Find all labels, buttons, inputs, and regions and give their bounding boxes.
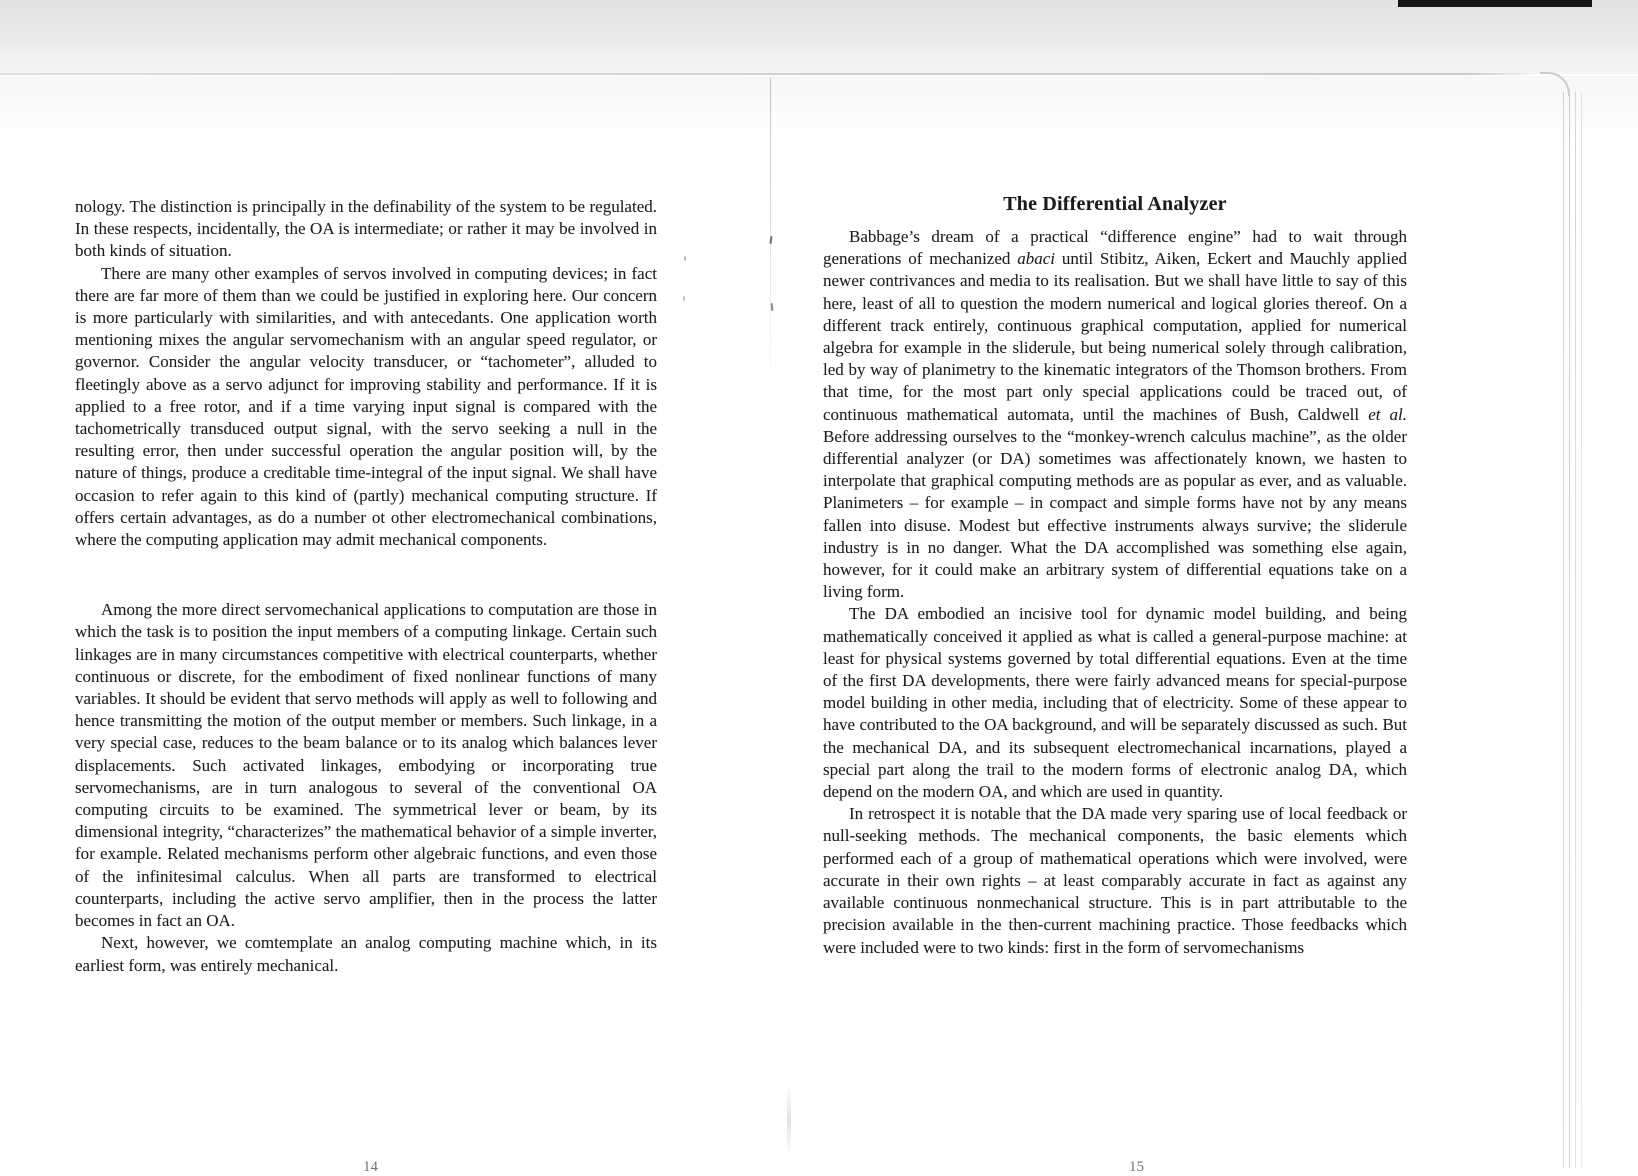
text-segment: until Stibitz, Aiken, Eckert and Mauchly applied newer contrivances and media to its realisation. But we shall have little to say of this here, least of all to question the modern numerical and logical glories thereof. On a different track entirely, continuous graphical computation, applied for numerical algebra for example in the sliderule, but being numerical solely through calibration, led by way of planimetry to the kinematic integrators of the Thomson brothers. From that time, for the most part only special applications could be traced out, of continuous mathematical automata, until the machines of Bush, Caldwell: [823, 249, 1408, 424]
page-edge-line: [1575, 92, 1576, 1168]
scan-speck: [683, 296, 685, 301]
italic-text: abaci: [1017, 249, 1056, 269]
scan-speck: [769, 236, 772, 244]
scanner-background-band: [0, 0, 1638, 74]
page-number-left: 14: [363, 1159, 378, 1175]
paragraph: Among the more direct servomechanical applications to computation are those in which the task is to position the input members of a computing linkage. Certain such linkages are in many circumstances competitive with electrical counterparts, whether continuous or discrete, for the embodiment of fixed nonlinear functions of many variables. It should be evident that servo methods will apply as well to following and hence transmitting the motion of the output member or members. Such linkage, in a very special case, reduces to the beam balance or to its analog which balances lever displacements. Such activated linkages, embodying or incorporating true servomechanisms, are in turn analogous to several of the conventional OA computing circuits to be examined. The symmetrical lever or beam, by its dimensional integrity, “characterizes” the mathematical behavior of a simple inverter, for example. Related mechanisms perform other algebraic functions, and even those of the infinitesimal calculus. When all parts are transformed to electrical counterparts, including the active servo amplifier, then in the process the latter becomes in fact an OA.: [75, 600, 657, 931]
paragraph: In retrospect it is notable that the DA made very sparing use of local feedback or null-seeking methods. The mechanical components, the basic elements which performed each of a group of mathematical operations which were involved, were accurate in their own rights – at least comparably accurate in fact as against any available continuous nonmechanical structure. This is in part attributable to the precision available in the then-current machining practice. Those feedbacks which were included were to two kinds: first in the form of servomechanisms: [823, 804, 1407, 957]
paragraph: There are many other examples of servos involved in computing devices; in fact there are far more of them than we could be justified in exploring here. Our concern is more particularly with similarities, and with antecedants. One application worth mentioning mixes the angular servomechanism with an angular speed regulator, or governor. Consider the angular velocity transducer, or “tachometer”, alluded to fleetingly above as a servo adjunct for improving stability and performance. If it is applied to a free rotor, and if a time varying input signal is compared with the tachometrically transduced output signal, with the servo seeking a null in the resulting error, then under successful operation the angular position will, by the nature of things, produce a creditable time-integral of the input signal. We shall have occasion to refer again to this kind of (partly) mechanical computing structure. If offers certain advantages, as do a number ot other electromechanical combinations, where the computing application may admit mechanical components.: [75, 263, 657, 550]
left-page: [75, 196, 657, 977]
page-edge-line: [1581, 92, 1582, 1168]
page-number-right: 15: [1129, 1159, 1144, 1175]
text-segment: Before addressing ourselves to the “monkey-wrench calculus machine”, as the older differential analyzer (or DA) sometimes was affectionately known, we hasten to interpolate that graphical computing methods are as popular as ever, and as valuable. Planimeters – for example – in compact and simple forms have not by any means fallen into disuse. Modest but effective instruments always survive; the sliderule industry is in no danger. What the DA accomplished was something else again, however, for it could make an arbitrary system of differential equations take on a living form.: [823, 426, 1407, 602]
page-fold-shadow: [787, 1082, 791, 1152]
page-edge-line: [1563, 92, 1564, 1168]
page-top-edge: [0, 73, 1542, 75]
scan-artifact-black-strip: [1398, 0, 1592, 7]
text-segment: Babbage’s dream of a practical “difference engine” had to wait through generations of mechanized: [823, 227, 1407, 269]
paragraph: [823, 226, 1407, 603]
italic-text: et al.: [1368, 404, 1407, 424]
section-heading: The Differential Analyzer: [1003, 193, 1227, 215]
paragraph: The DA embodied an incisive tool for dynamic model building, and being mathematically conceived it applied as what is called a general-purpose machine: at least for physical systems governed by total differential equations. Even at the time of the first DA developments, there were fairly advanced means for special-purpose model building in other media, including that of electricity. Some of these appear to have contributed to the OA background, and will be separately discussed as such. But the mechanical DA, and its subsequent electromechanical incarnations, played a special part along the trail to the modern forms of electronic analog DA, which depend on the modern OA, and which are used in quantity.: [823, 604, 1407, 802]
right-page: [823, 193, 1407, 959]
paragraph-continuation: nology. The distinction is principally in the definability of the system to be regulated. In these respects, incidentally, the OA is intermediate; or rather it may be involved in both kinds of situation.: [75, 197, 657, 261]
scan-speck: [771, 303, 774, 311]
scanner-background-fade: [0, 76, 1638, 146]
page-edge-line: [1569, 92, 1570, 1168]
scan-speck: [684, 256, 686, 261]
paragraph: Next, however, we comtemplate an analog computing machine which, in its earliest form, was entirely mechanical.: [75, 933, 657, 975]
